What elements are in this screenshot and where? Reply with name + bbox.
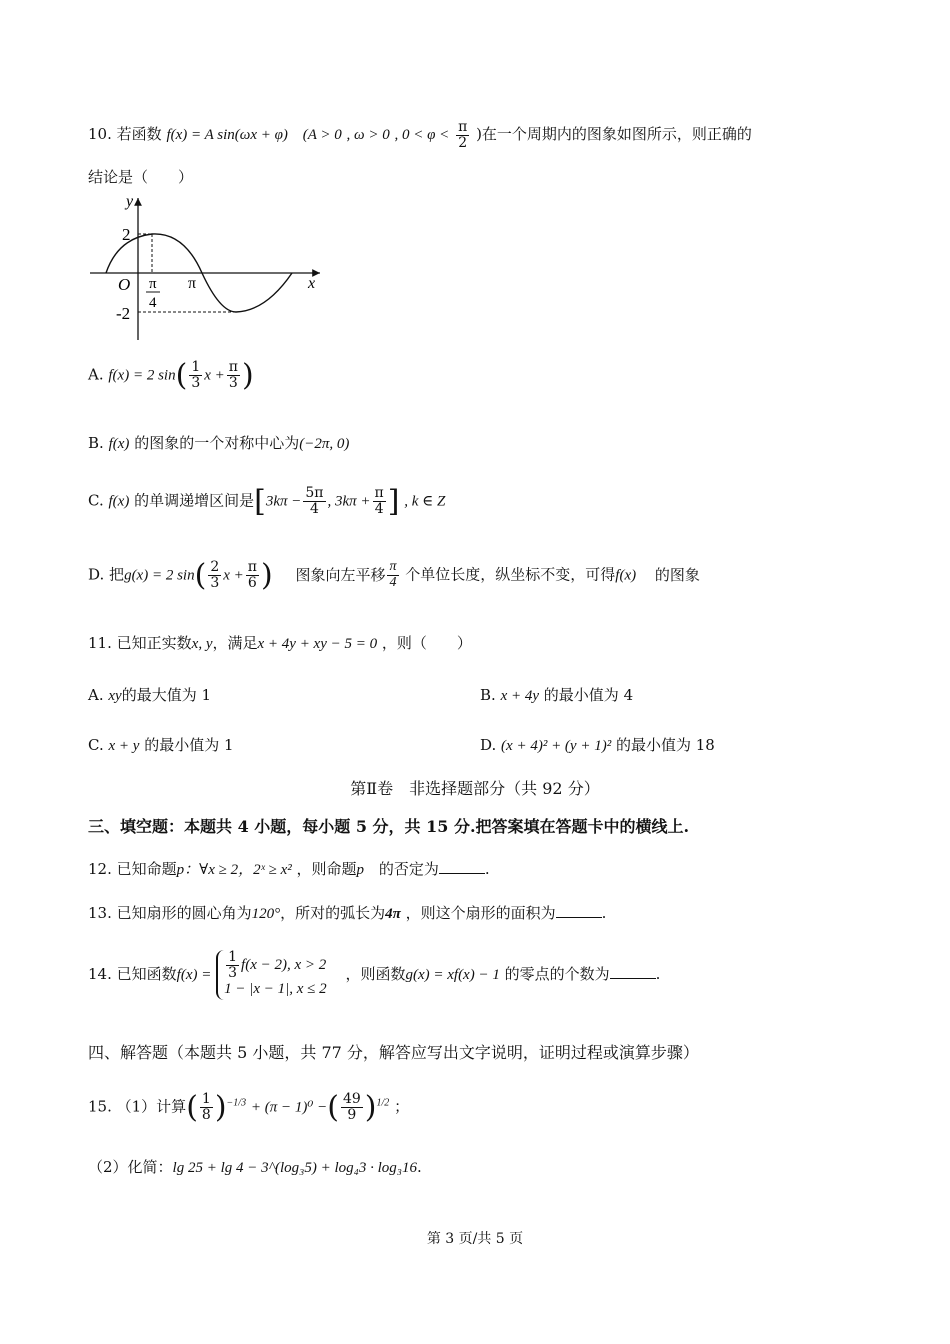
q10-option-b: B. f(x) 的图象的一个对称中心为(−2π, 0) bbox=[88, 434, 350, 452]
part-4-heading: 四、解答题（本题共 5 小题，共 77 分，解答应写出文字说明，证明过程或演算步骤） bbox=[88, 1043, 699, 1062]
pi-over-2: $\frac{\pi}{2}$ bbox=[458, 119, 468, 151]
q11-stem: 11. 已知正实数x, y，满足x + 4y + xy − 5 = 0 ，则（ ） bbox=[88, 634, 472, 652]
page-footer: 第 3 页/共 5 页 bbox=[426, 1231, 524, 1247]
q15-part1: 15. （1）计算( $\frac{1}{8}$ )$^{-1/3}$ + (π − 1)⁰ −( $\frac{49}{9}$ )$^{1/2}$ ； bbox=[88, 1090, 410, 1125]
origin-label: O bbox=[118, 275, 131, 294]
answer-blank bbox=[556, 916, 602, 918]
q10-option-d: D. 把g(x) = 2 sin( $\frac{2}{3}$ x + $\frac{\pi}{6}$ ) 图象向左平移 $\frac{\pi}{4}$ 个单位长度，纵坐标不变，可得f(x) 的图象 bbox=[88, 558, 700, 593]
q15-part2: （2）化简：lg 25 + lg 4 − 3^(log₃5) + log₄3 · log₃16. bbox=[88, 1158, 422, 1176]
answer-blank bbox=[610, 977, 656, 979]
q12: 12. 已知命题p：∀x ≥ 2，2ˣ ≥ x² ，则命题p 的否定为 . bbox=[88, 860, 490, 878]
sine-graph bbox=[86, 192, 326, 342]
q13: 13. 已知扇形的圆心角为120°，所对的弧长为4π ，则这个扇形的面积为 . bbox=[88, 904, 607, 922]
y-label: y bbox=[126, 193, 134, 210]
q10-stem: 10. 若函数 f(x) = A sin(ωx + φ) (A > 0 , ω > 0 , 0 < φ < $\frac{\pi}{2}$ )在一个周期内的图象如图所示，则正确的 bbox=[88, 119, 752, 151]
q10-option-c: C. f(x) 的单调递增区间是[3kπ − $\frac{5\pi}{4}$ , 3kπ + $\frac{\pi}{4}$ ] , k ∈ Z bbox=[88, 484, 446, 519]
quarter-num: π bbox=[149, 276, 157, 292]
q10-stem-line2: 结论是（ ） bbox=[88, 168, 194, 186]
q10-option-a: A. f(x) = 2 sin( $\frac{1}{3}$ x + $\frac{\pi}{3}$ ) bbox=[88, 358, 254, 393]
q11-option-d: D. (x + 4)² + (y + 1)² 的最小值为 18 bbox=[480, 736, 715, 754]
piecewise-function: $\frac{1}{3}$ f(x − 2), x > 2 1 − |x − 1|, x ≤ 2 bbox=[216, 950, 327, 1000]
section-2-header: 第Ⅱ卷 非选择题部分（共 92 分） bbox=[350, 779, 600, 798]
q14: 14. 已知函数f(x) = $\frac{1}{3}$ f(x − 2), x > 2 1 − |x − 1|, x ≤ 2 ，则函数g(x) = xf(x) − 1 的零点的个数为 . bbox=[88, 950, 660, 1000]
min-label: -2 bbox=[116, 304, 131, 323]
answer-blank bbox=[439, 872, 485, 874]
q11-option-a: A. xy的最大值为 1 bbox=[88, 686, 212, 704]
max-label: 2 bbox=[122, 225, 131, 244]
quarter-den: 4 bbox=[149, 295, 157, 311]
q11-option-c: C. x + y 的最小值为 1 bbox=[88, 736, 234, 754]
part-3-heading: 三、填空题：本题共 4 小题，每小题 5 分，共 15 分.把答案填在答题卡中的横线上. bbox=[88, 817, 690, 836]
x-label: x bbox=[308, 275, 316, 292]
q11-option-b: B. x + 4y 的最小值为 4 bbox=[480, 686, 634, 704]
pi-label: π bbox=[188, 275, 197, 292]
